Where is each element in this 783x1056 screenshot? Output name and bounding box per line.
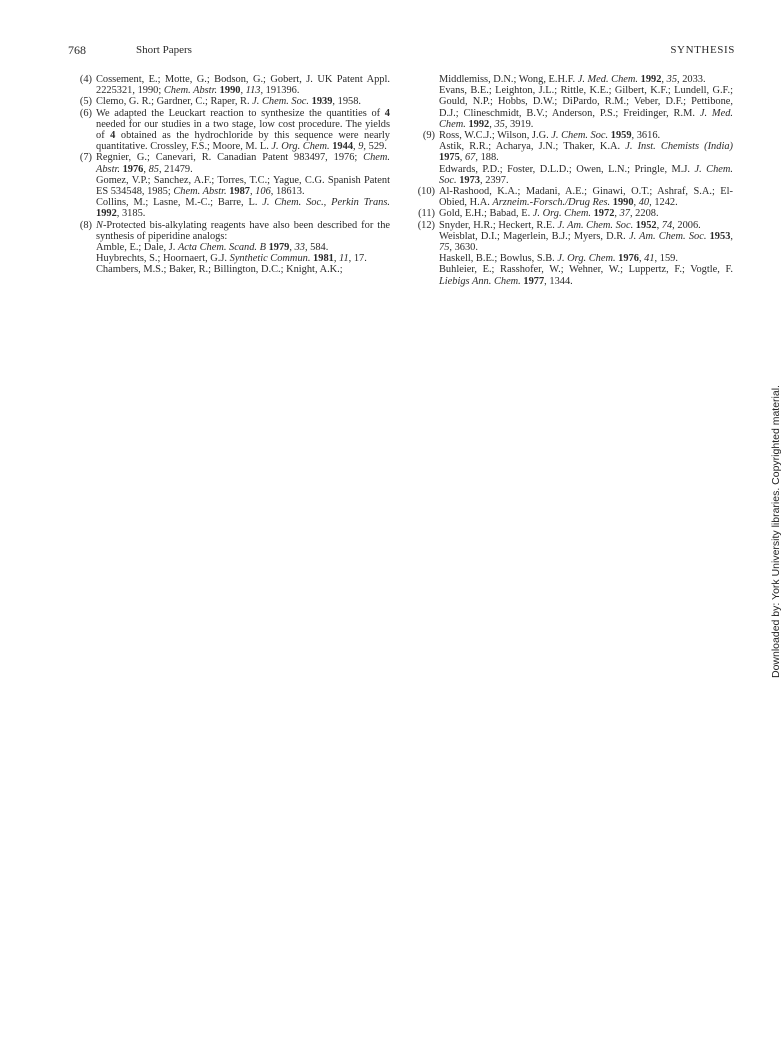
reference-text: Gomez, V.P.; Sanchez, A.F.; Torres, T.C.; Yague, C.G. Spanish Patent ES 534548, 1985; Chem. Abstr. 1987, 106, 18613. <box>96 174 390 198</box>
reference-entry <box>413 130 733 186</box>
reference-text: Gold, E.H.; Babad, E. J. Org. Chem. 1972, 37, 2208. <box>439 208 659 220</box>
reference-entry <box>413 74 733 130</box>
reference-number: (5) <box>79 96 92 108</box>
reference-text: We adapted the Leuckart reaction to synthesize the quantities of 4 needed for our studies in a two stage, low cost procedure. The yields of 4 obtained as the hydrochloride by this sequence were nearly quantitative. Crossley, F.S.; Moore, M. L. J. Org. Chem. 1944, 9, 529. <box>96 107 390 153</box>
reference-number: (8) <box>79 219 92 231</box>
reference-text: Cossement, E.; Motte, G.; Bodson, G.; Gobert, J. UK Patent Appl. 2225321, 1990; Chem. Abstr. 1990, 113, 191396. <box>96 74 390 97</box>
reference-entry <box>413 208 733 219</box>
reference-number: (4) <box>79 74 92 85</box>
reference-entry <box>70 96 390 107</box>
reference-text: Collins, M.; Lasne, M.-C.; Barre, L. J. Chem. Soc., Perkin Trans. 1992, 3185. <box>96 197 390 220</box>
reference-text: Middlemiss, D.N.; Wong, E.H.F. J. Med. Chem. 1992, 35, 2033. <box>439 74 706 85</box>
reference-text: Astik, R.R.; Acharya, J.N.; Thaker, K.A. J. Inst. Chemists (India) 1975, 67, 188. <box>439 141 733 164</box>
reference-text: Clemo, G. R.; Gardner, C.; Raper, R. J. Chem. Soc. 1939, 1958. <box>96 96 361 108</box>
reference-number: (10) <box>417 186 435 198</box>
reference-text: Weisblat, D.I.; Magerlein, B.J.; Myers, D.R. J. Am. Chem. Soc. 1953, 75, 3630. <box>439 230 733 254</box>
journal-name: SYNTHESIS <box>670 44 735 56</box>
references-left-column <box>70 74 390 276</box>
reference-number: (11) <box>418 208 435 220</box>
reference-entry <box>70 108 390 153</box>
reference-text: Amble, E.; Dale, J. Acta Chem. Scand. B 1979, 33, 584. <box>96 242 329 254</box>
download-notice-text: Downloaded by: York University libraries. Copyrighted material. <box>770 385 782 678</box>
reference-entry <box>70 152 390 219</box>
reference-number: (9) <box>422 130 435 142</box>
reference-number: (6) <box>79 107 92 119</box>
reference-entry <box>413 220 733 287</box>
reference-text: Snyder, H.R.; Heckert, R.E. J. Am. Chem. Soc. 1952, 74, 2006. <box>439 219 701 231</box>
reference-entry <box>70 74 390 96</box>
reference-text: Regnier, G.; Canevari, R. Canadian Patent 983497, 1976; Chem. Abstr. 1976, 85, 21479. <box>96 152 390 175</box>
page-number: 768 <box>68 43 86 57</box>
reference-text: Buhleier, E.; Rasshofer, W.; Wehner, W.; Luppertz, F.; Vogtle, F. Liebigs Ann. Chem. 1977, 1344. <box>439 264 733 287</box>
reference-text: Evans, B.E.; Leighton, J.L.; Rittle, K.E.; Gilbert, K.F.; Lundell, G.F.; Gould, N.P.; Hobbs, D.W.; DiPardo, R.M.; Veber, D.F.; Pettibone, D.J.; Clineschmidt, B.V.; Anderson, P.S.; Freidinger, R.M. J. Med. Chem. 1992, 35, 3919. <box>439 85 733 130</box>
reference-number: (7) <box>79 152 92 164</box>
reference-text: Huybrechts, S.; Hoornaert, G.J. Synthetic Commun. 1981, 11, 17. <box>96 253 367 265</box>
reference-text: Ross, W.C.J.; Wilson, J.G. J. Chem. Soc. 1959, 3616. <box>439 130 661 142</box>
reference-entry <box>413 186 733 208</box>
section-title: Short Papers <box>136 44 192 56</box>
reference-text: Al-Rashood, K.A.; Madani, A.E.; Ginawi, O.T.; Ashraf, S.A.; El-Obied, H.A. Arzneim.-Forsch./Drug Res. 1990, 40, 1242. <box>439 186 733 209</box>
reference-entry <box>70 220 390 276</box>
page-header <box>68 43 735 59</box>
references-right-column <box>413 74 733 287</box>
reference-text: Edwards, P.D.; Foster, D.L.D.; Owen, L.N.; Pringle, M.J. J. Chem. Soc. 1973, 2397. <box>439 163 733 186</box>
reference-text: N-Protected bis-alkylating reagents have also been described for the synthesis of piperidine analogs: <box>96 219 390 242</box>
reference-number: (12) <box>417 219 435 231</box>
reference-text: Chambers, M.S.; Baker, R.; Billington, D.C.; Knight, A.K.; <box>96 264 343 276</box>
reference-text: Haskell, B.E.; Bowlus, S.B. J. Org. Chem. 1976, 41, 159. <box>439 253 678 265</box>
download-notice <box>770 378 782 678</box>
